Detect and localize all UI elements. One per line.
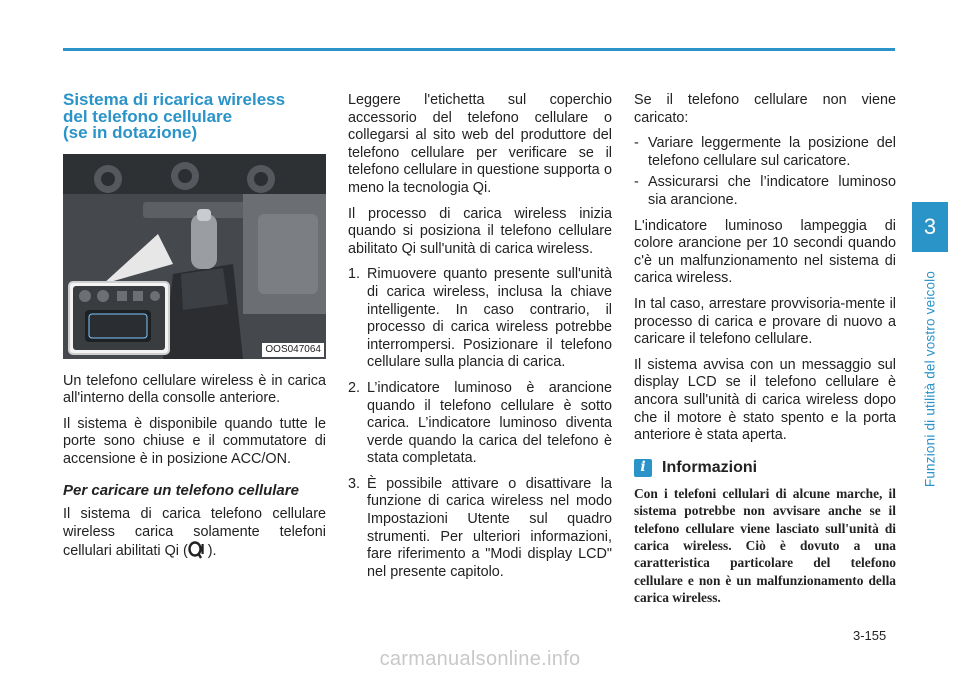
qi-label-paragraph: Leggere l'etichetta sul coperchio accessorio del telefono cellulare o collegarsi al sito web del produttore del telefono cellulare per verificare se il telefono cellulare in questione supporta o meno la tecnologia Qi.: [348, 92, 612, 196]
info-header: [634, 459, 896, 477]
section-title: Sistema di ricarica wireless del telefono cellulare (se in dotazione): [63, 90, 286, 142]
info-title: Informazioni: [662, 458, 758, 476]
chapter-tab: 3: [912, 202, 948, 252]
list-item: - Assicurarsi che l’indicatore luminoso sia arancione.: [634, 174, 896, 208]
page-number: 3-155: [853, 628, 887, 643]
blink-paragraph: L'indicatore luminoso lampeggia di colore arancione per 10 secondi quando c'è un malfunzionamento nel sistema di carica wireless.: [634, 217, 896, 287]
console-illustration: [63, 154, 326, 359]
subheading: Per caricare un telefono cellulare: [63, 482, 299, 500]
list-item: 2. L’indicatore luminoso è arancione quando il telefono cellulare è sotto carica. L’indicatore luminoso diventa verde quando la carica del telefono è stata completata.: [348, 379, 612, 467]
qi-logo-icon: [188, 541, 204, 559]
watermark: carmanualsonline.info: [379, 648, 581, 670]
side-chapter-label: Funzioni di utilità del vostro veicolo: [922, 270, 938, 488]
figure-code: OOS047064: [262, 343, 324, 357]
info-body: Con i telefoni cellulari di alcune marche, il sistema potrebbe non avvisare anche se il telefono cellulare viene lasciato sull'unità di carica wireless. Ciò è dovuto a una caratteristica particolare del telefono cellulare e non è un malfunzionamento della carica wireless.: [634, 485, 896, 606]
process-paragraph: Il processo di carica wireless inizia quando si posiziona il telefono cellulare abilitato Qi sull'unità di carica wireless.: [348, 205, 612, 257]
not-charging-intro: Se il telefono cellulare non viene caricato:: [634, 92, 896, 126]
column-1: [63, 92, 326, 569]
column-3: [634, 92, 896, 615]
steps-list: [348, 266, 612, 581]
list-item: - Variare leggermente la posizione del telefono cellulare sul caricatore.: [634, 135, 896, 169]
column-2: [348, 92, 612, 589]
lcd-warning-paragraph: Il sistema avvisa con un messaggio sul display LCD se il telefono cellulare è ancora sull'unità di carica wireless dopo che il motore è stato spento e la porta anteriore è stata aperta.: [634, 356, 896, 444]
info-icon: i: [634, 459, 652, 477]
intro-paragraph-2: Il sistema è disponibile quando tutte le porte sono chiuse e il commutatore di accensione è in posizione ACC/ON.: [63, 415, 326, 467]
console-photo: [63, 154, 326, 359]
intro-paragraph-1: Un telefono cellulare wireless è in carica all'interno della consolle anteriore.: [63, 372, 326, 407]
dash-list: [634, 135, 896, 209]
charge-paragraph: Il sistema di carica telefono cellulare wireless carica solamente telefoni cellulari abilitati Qi ( ).: [63, 506, 326, 560]
stop-paragraph: In tal caso, arrestare provvisoria-mente il processo di carica e provare di nuovo a caricare il telefono cellulare.: [634, 295, 896, 348]
list-item: 3. È possibile attivare o disattivare la funzione di carica wireless nel modo Impostazioni Utente sul quadro strumenti. Per ulteriori informazioni, fare riferimento a "Modi display LCD" nel presente capitolo.: [348, 475, 612, 580]
top-rule: [63, 48, 895, 51]
list-item: 1. Rimuovere quanto presente sull'unità di carica wireless, inclusa la chiave intelligente. In caso contrario, il processo di carica wireless potrebbe interrompersi. Posizionare il telefono cellulare sulla plancia di carica.: [348, 266, 612, 371]
